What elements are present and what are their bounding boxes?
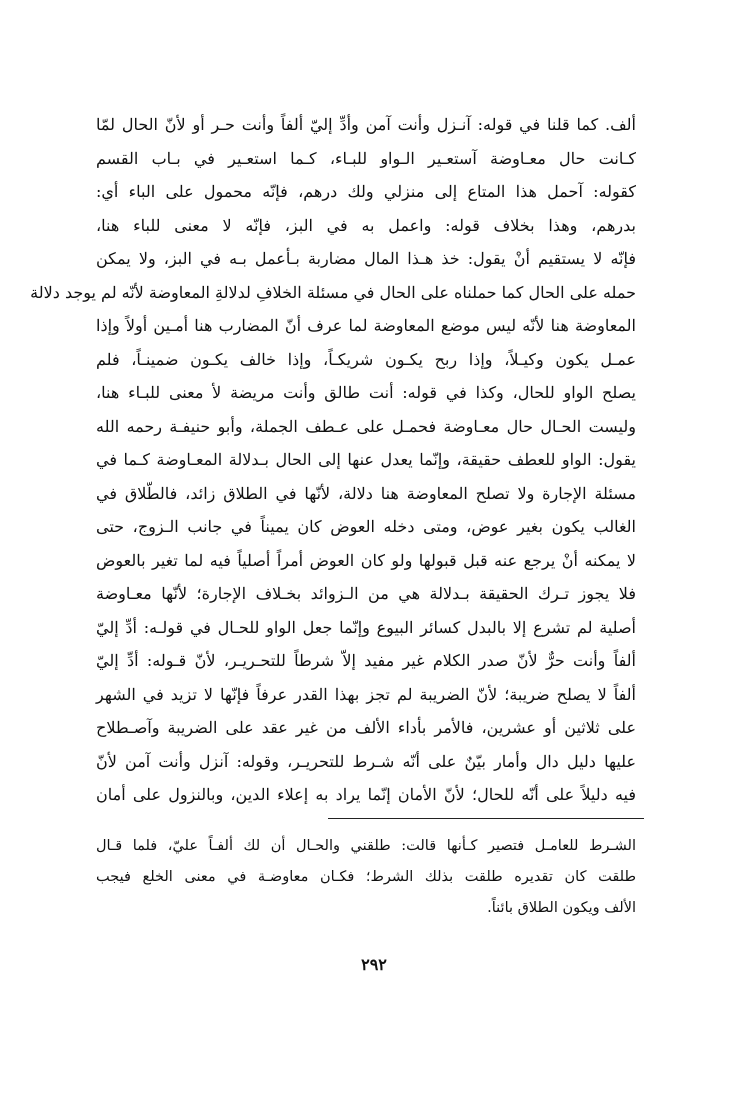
text-line-18: ألفاً لا يصلح ضريبة؛ لأنّ الضريبة لم تجز بهذا القدر عرفاً فإنّها لا تزيد في الشهر	[96, 684, 636, 704]
text-line-4: بدرهم، وهذا بخلاف قوله: واعمل به في البز، فإنّه لا معنى للباء هنا،	[96, 215, 636, 235]
text-line-3: كقوله: آحمل هذا المتاع إلى منزلي ولك درهم، فإنّه محمول على الباء أي:	[96, 182, 636, 201]
text-line-14: لا يمكنه أنْ يرجع عنه قبل قبولها ولو كان العوض أمراً أصلياً فيه لما تغير بالعوض	[96, 550, 636, 570]
text-line-17: ألفاً وأنت حرٌّ لأنّ صدر الكلام غير مفيد إلاّ شرطاً للتحـريـر، لأنّ قـوله: أدِّ إليّ	[96, 651, 636, 670]
text-line-1: ألف. كما قلنا في قوله: آنـزل وأنت آمن وأدِّ إليّ ألفاً وأنت حـر أو لأنّ الحال لمّا	[96, 115, 636, 134]
text-line-19: على ثلاثين أو عشرين، فالأمر بأداء الألف من غير عقد على الضريبة وآصـطلاح	[96, 718, 636, 737]
main-text-block	[30, 108, 637, 812]
footnote-block	[96, 831, 636, 924]
text-line-8: عمـل يكون وكيـلاً، وإذا ربح يكـون شريكـاً، وإذا خالف يكـون ضمينـاً، فلم	[96, 349, 636, 369]
text-line-5: فإنّه لا يستقيم أنْ يقول: خذ هـذا المال مضاربة بـأعمل بـه في البز، ولا يمكن	[96, 249, 636, 268]
text-line-10: وليست الحـال حال معـاوضة فحمـل على عـطف الجملة، وأبو حنيفـة رحمه الله	[96, 416, 636, 436]
footnote-line-2: طلقت كان تقديره طلقت بذلك الشرط؛ فكـان معاوضـة في معنى الخلع فيجب	[96, 869, 636, 885]
text-line-9: يصلح الواو للحال، وكذا في قوله: أنت طالق وأنت مريضة لأ معنى للبـاء هنا،	[96, 383, 636, 402]
footnote-line-1: الشـرط للعامـل فتصير كـأنها قالت: طلقني والحـال أن لك ألفـاً عليّ، فلما قـال	[96, 838, 636, 854]
page-number: ٢٩٢	[361, 955, 387, 974]
text-line-12: مسئلة الإجارة ولا تصلح المعاوضة هنا دلالة، لأنّها في الطلاق زائد، فالطّلاق في	[96, 483, 636, 503]
text-line-11: يقول: الواو للعطف حقيقة، وإنّما يعدل عنها إلى الحال بـدلالة المعـاوضة كـما في	[96, 450, 636, 469]
text-line-21: فيه دليلاً على أنّه للحال؛ لأنّ الأمان إنّما يراد به إعلاء الدين، وبالنزول على أمان	[96, 785, 636, 804]
footnote-divider	[328, 818, 644, 819]
text-line-20: عليها دليل دال وأمار بيّنٌ على أنّه شـرط للتحريـر، وقوله: آنزل وأنت آمن لأنّ	[96, 751, 636, 771]
text-line-6: حمله على الحال كما حملناه على الحال في مسئلة الخلافِ لدلالةِ المعاوضة لأنّه لم يوجد دلالة	[30, 282, 636, 302]
text-line-15: فلا يجوز تـرك الحقيقة بـدلالة هي من الـزوائد بخـلاف الإجارة؛ لأنّها معـاوضة	[96, 584, 636, 603]
text-line-13: الغالب يكون بغير عوض، ومتى دخله العوض كان يميناً في جانب الـزوج، حتى	[96, 517, 636, 536]
text-line-7: المعاوضة هنا لأنّه ليس موضع المعاوضة لما عرف أنّ المضارب هنا أمـين أولاً وإذا	[96, 316, 637, 335]
footnote-line-3: الألف ويكون الطلاق بائناً.	[487, 900, 636, 916]
text-line-2: كـانت حال معـاوضة آستعـير الـواو للبـاء، كـما استعـير في بـاب القسم	[96, 148, 636, 168]
text-line-16: أصلية لم تشرع إلا بالبدل كسائر البيوع وإنّما جعل الواو للحـال في قولـه: أدِّ إليّ	[96, 617, 636, 637]
